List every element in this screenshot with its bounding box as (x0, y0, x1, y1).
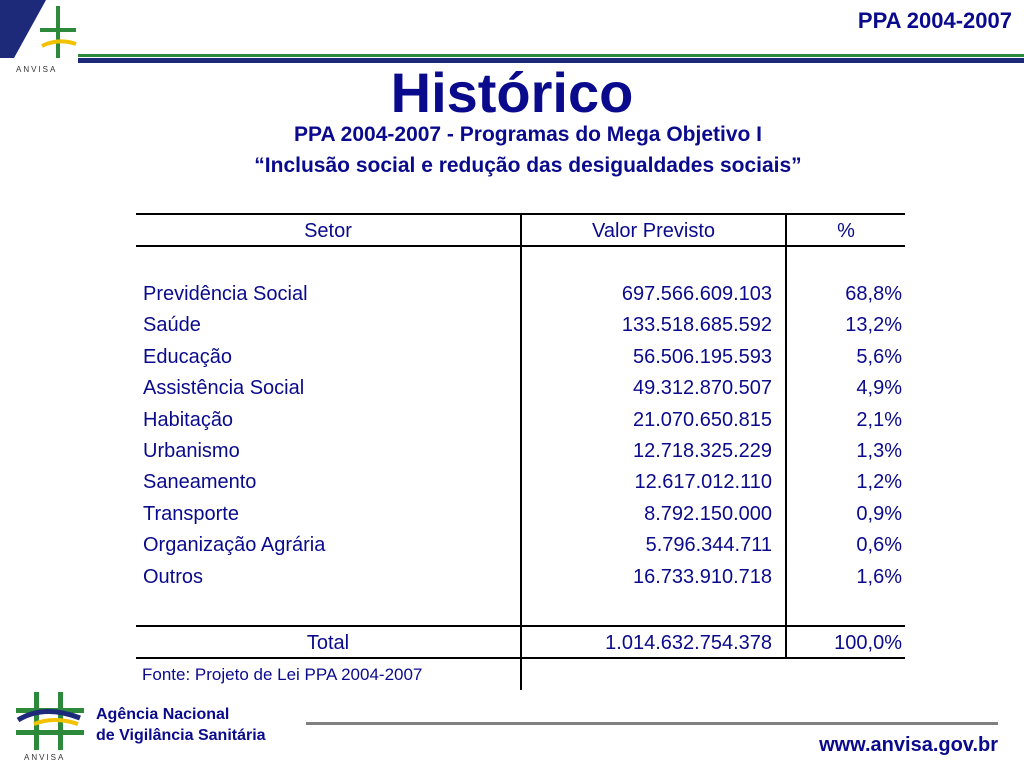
agency-line-2: de Vigilância Sanitária (96, 727, 266, 744)
row-pct: 0,6% (856, 534, 902, 557)
row-setor: Organização Agrária (143, 534, 326, 557)
column-header-setor: Setor (304, 220, 352, 242)
subtitle-line-1: PPA 2004-2007 - Programas do Mega Objetivo I (294, 123, 762, 146)
agency-name (96, 704, 266, 746)
total-valor: 1.014.632.754.378 (605, 632, 772, 654)
row-valor: 697.566.609.103 (621, 283, 772, 305)
data-table (136, 213, 905, 693)
row-setor: Educação (143, 345, 232, 368)
column-header-pct: % (837, 220, 855, 242)
row-valor: 12.718.325.229 (632, 440, 772, 462)
row-valor: 5.796.344.711 (645, 534, 772, 557)
row-valor: 12.617.012.110 (634, 471, 772, 494)
row-valor: 21.070.650.815 (632, 408, 772, 431)
row-setor: Previdência Social (143, 283, 308, 305)
row-valor: 133.518.685.592 (621, 314, 772, 337)
row-pct: 68,8% (845, 283, 902, 305)
row-setor: Outros (143, 565, 204, 588)
row-pct: 1,2% (856, 471, 902, 494)
table-divider-2 (785, 213, 787, 657)
row-setor: Saneamento (143, 471, 257, 494)
logo-text: ANVISA (24, 753, 66, 762)
row-pct: 1,6% (856, 565, 902, 588)
row-setor: Assistência Social (143, 377, 305, 400)
row-setor: Transporte (143, 502, 239, 525)
row-valor: 8.792.150.000 (644, 502, 772, 525)
top-rule-green (78, 54, 1024, 57)
row-setor: Saúde (143, 314, 201, 337)
row-pct: 5,6% (856, 345, 902, 368)
row-valor: 16.733.910.718 (632, 565, 772, 588)
row-setor: Habitação (143, 408, 234, 431)
corner-label: PPA 2004-2007 (857, 8, 1012, 33)
row-valor: 56.506.195.593 (632, 345, 772, 368)
column-header-valor: Valor Previsto (591, 220, 715, 242)
row-pct: 4,9% (856, 377, 902, 400)
bottom-rule (306, 722, 998, 725)
row-pct: 0,9% (856, 502, 902, 525)
row-setor: Urbanismo (143, 440, 240, 462)
row-valor: 49.312.870.507 (632, 377, 772, 400)
total-label: Total (306, 632, 350, 654)
agency-line-1: Agência Nacional (96, 706, 230, 723)
subtitle-line-2: “Inclusão social e redução das desigualdades sociais” (254, 154, 802, 177)
row-pct: 13,2% (845, 314, 902, 337)
website-link[interactable]: www.anvisa.gov.br (819, 734, 998, 756)
row-pct: 1,3% (856, 440, 902, 462)
row-pct: 2,1% (856, 408, 902, 431)
total-pct: 100,0% (834, 632, 902, 654)
anvisa-logo-bottom (14, 690, 86, 762)
page-title: Histórico (390, 61, 634, 124)
source-note: Fonte: Projeto de Lei PPA 2004-2007 (142, 665, 423, 684)
svg-text:ANVISA: ANVISA (16, 65, 58, 74)
